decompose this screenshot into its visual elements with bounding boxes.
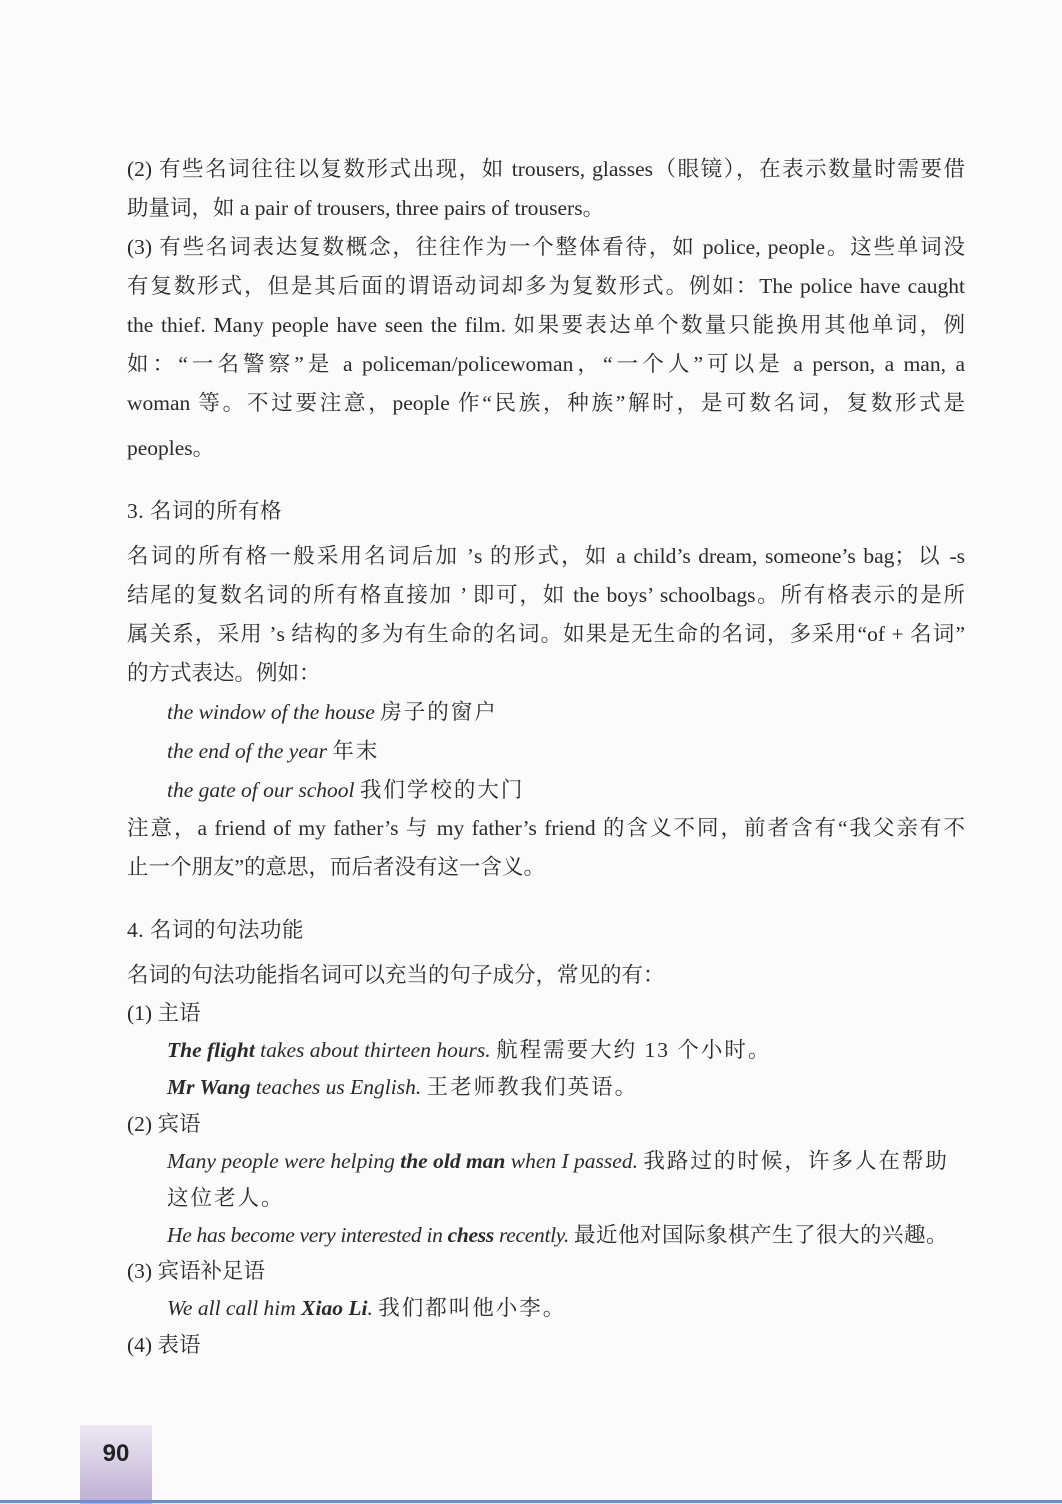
example-chinese: 最近他对国际象棋产生了很大的兴趣。 [574,1223,949,1247]
example-chinese: 王老师教我们英语。 [426,1075,639,1099]
example-chinese: 我路过的时候，许多人在帮助 [643,1149,949,1173]
paragraph-line: 结尾的复数名词的所有格直接加 ’ 即可，如 the boys’ schoolbags。所有格表示的是所 [127,583,965,607]
example-english: He has become very interested in [167,1223,448,1247]
example-english: recently. [493,1223,575,1247]
example-chinese: 年末 [332,739,380,763]
example-chinese: 航程需要大约 13 个小时。 [496,1038,772,1062]
example-english: Many people were helping [167,1149,401,1173]
example-bold-term: The flight [167,1038,255,1062]
bottom-rule [0,1500,1062,1503]
section-heading: 4. 名词的句法功能 [127,918,305,942]
section-heading: 3. 名词的所有格 [127,499,283,523]
example-bold-term: Mr Wang [167,1075,251,1099]
paragraph-line: 名词的所有格一般采用名词后加 ’s 的形式，如 a child’s dream, someone’s bag；以 -s [127,544,965,568]
example-chinese: 我们学校的大门 [359,778,525,802]
paragraph-line: (2) 有些名词往往以复数形式出现，如 trousers, glasses（眼镜），在表示数量时需要借 [127,157,965,181]
example-english: teaches us English. [250,1075,427,1099]
example-line [167,697,965,727]
subsection-label: (3) 宾语补足语 [127,1259,265,1283]
example-line [167,1183,965,1213]
paragraph-line: 注意，a friend of my father’s 与 my father’s friend 的含义不同，前者含有“我父亲有不 [127,816,965,840]
subsection-label: (4) 表语 [127,1333,201,1357]
example-line [167,1220,965,1250]
paragraph-line: woman 等。不过要注意，people 作“民族，种族”解时，是可数名词，复数形式是 [127,391,965,415]
example-english: We all call him [167,1296,302,1320]
subsection-label: (2) 宾语 [127,1112,201,1136]
example-line [167,1146,965,1176]
paragraph-line: 有复数形式，但是其后面的谓语动词却多为复数形式。例如：The police have caught [127,274,965,298]
example-english: when I passed. [505,1149,644,1173]
paragraph-line: 属关系，采用 ’s 结构的多为有生命的名词。如果是无生命的名词，多采用“of + 名词” [127,622,965,646]
example-line [167,1035,965,1065]
example-english: the window of the house [167,700,375,724]
example-english: the gate of our school [167,778,355,802]
paragraph-line: 助量词，如 a pair of trousers, three pairs of trousers。 [127,196,605,220]
example-chinese: 我们都叫他小李。 [378,1296,567,1320]
example-bold-term: chess [447,1223,494,1247]
example-line [167,775,965,805]
paragraph-line: 如：“一名警察”是 a policeman/policewoman，“一个人”可以是 a person, a man, a [127,352,965,376]
paragraph-line: 止一个朋友”的意思，而后者没有这一含义。 [127,855,546,879]
subsection-label: (1) 主语 [127,1001,201,1025]
example-bold-term: Xiao Li [301,1296,368,1320]
paragraph-line: peoples。 [127,436,215,460]
example-line [167,736,965,766]
example-bold-term: the old man [400,1149,506,1173]
example-english: takes about thirteen hours. [254,1038,497,1062]
example-chinese: 房子的窗户 [380,700,498,724]
example-chinese: 这位老人。 [167,1186,285,1210]
example-english: . [367,1296,379,1320]
example-line [167,1293,965,1323]
page-number: 90 [102,1440,130,1467]
example-english: the end of the year [167,739,328,763]
example-line [167,1072,965,1102]
paragraph-line: the thief. Many people have seen the film. 如果要表达单个数量只能换用其他单词，例 [127,313,965,337]
paragraph-line: 名词的句法功能指名词可以充当的句子成分，常见的有： [127,963,665,987]
paragraph-line: 的方式表达。例如： [127,661,321,685]
paragraph-line: (3) 有些名词表达复数概念，往往作为一个整体看待，如 police, people。这些单词没 [127,235,965,259]
